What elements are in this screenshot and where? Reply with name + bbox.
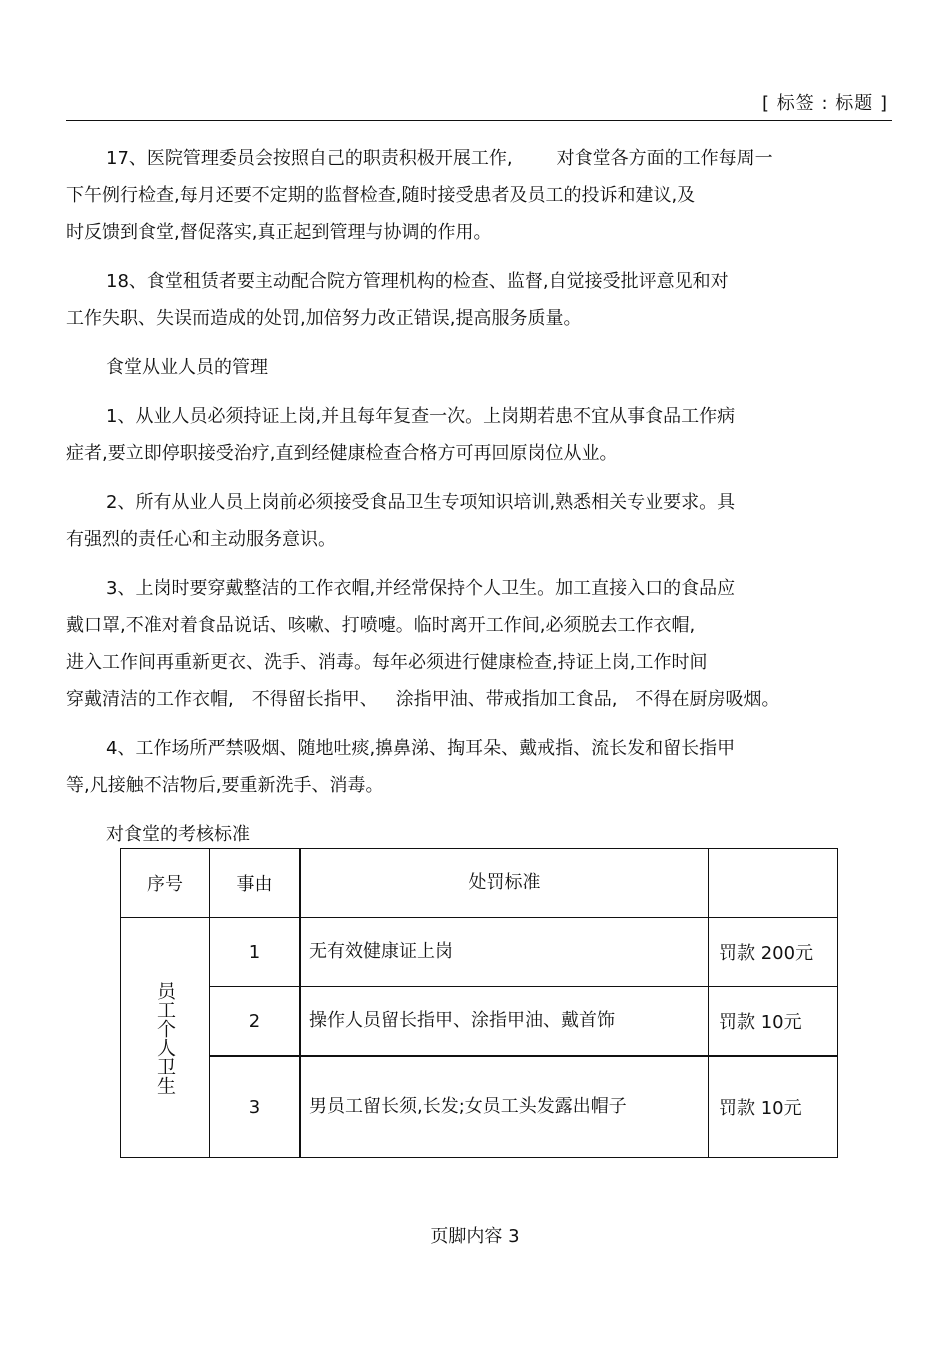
- group-label: 员工个人卫生: [154, 980, 176, 1095]
- paragraph-line: 下午例行检查,每月还要不定期的监督检查,随时接受患者及员工的投诉和建议,及: [66, 185, 696, 206]
- row-penalty: 罚款 10元: [709, 1056, 838, 1158]
- row-penalty: 罚款 200元: [709, 918, 838, 987]
- document-body: [66, 140, 896, 865]
- staff-rule-2: [66, 484, 896, 558]
- page-footer: 页脚内容 3: [430, 1226, 520, 1247]
- header-cell-empty: [709, 849, 838, 918]
- group-cell: [121, 918, 210, 1158]
- row-description: 无有效健康证上岗: [300, 918, 709, 987]
- paragraph-line: 进入工作间再重新更衣、洗手、消毒。每年必须进行健康检查,持证上岗,工作时间: [66, 652, 708, 673]
- paragraph-line: 戴口罩,不准对着食品说话、咳嗽、打喷嚏。临时离开工作间,必须脱去工作衣帽,: [66, 615, 696, 636]
- paragraph-line: 4、工作场所严禁吸烟、随地吐痰,擤鼻涕、掏耳朵、戴戒指、流长发和留长指甲: [106, 738, 736, 759]
- header-cell-reason: 事由: [210, 849, 301, 918]
- row-description: 男员工留长须,长发;女员工头发露出帽子: [300, 1056, 709, 1158]
- paragraph-line: 17、医院管理委员会按照自己的职责积极开展工作, 对食堂各方面的工作每周一: [106, 148, 773, 169]
- table-row: [121, 987, 838, 1057]
- section-heading-staff: 食堂从业人员的管理: [106, 357, 268, 378]
- header-cell-standard: 处罚标准: [300, 849, 709, 918]
- paragraph-line: 1、从业人员必须持证上岗,并且每年复查一次。上岗期若患不宜从事食品工作病: [106, 406, 736, 427]
- paragraph-line: 穿戴清洁的工作衣帽, 不得留长指甲、 涂指甲油、带戒指加工食品, 不得在厨房吸烟。: [66, 689, 780, 710]
- row-description: 操作人员留长指甲、涂指甲油、戴首饰: [300, 987, 709, 1057]
- paragraph-line: 等,凡接触不洁物后,要重新洗手、消毒。: [66, 775, 384, 796]
- section-heading-assessment: 对食堂的考核标准: [106, 824, 250, 845]
- header-divider: [66, 120, 892, 121]
- paragraph-line: 2、所有从业人员上岗前必须接受食品卫生专项知识培训,熟悉相关专业要求。具: [106, 492, 736, 513]
- paragraph-line: 症者,要立即停职接受治疗,直到经健康检查合格方可再回原岗位从业。: [66, 443, 618, 464]
- header-tag: [ 标签 : 标题 ]: [762, 93, 888, 114]
- row-number: 2: [210, 987, 301, 1057]
- paragraph-line: 3、上岗时要穿戴整洁的工作衣帽,并经常保持个人卫生。加工直接入口的食品应: [106, 578, 736, 599]
- row-number: 1: [210, 918, 301, 987]
- paragraph-17: [66, 140, 896, 251]
- staff-rule-4: [66, 730, 896, 804]
- assessment-table: [120, 848, 838, 1158]
- row-number: 3: [210, 1056, 301, 1158]
- paragraph-line: 工作失职、失误而造成的处罚,加倍努力改正错误,提高服务质量。: [66, 308, 582, 329]
- paragraph-18: [66, 263, 896, 337]
- staff-rule-1: [66, 398, 896, 472]
- header-cell-number: 序号: [121, 849, 210, 918]
- staff-rule-3: [66, 570, 896, 718]
- paragraph-line: 时反馈到食堂,督促落实,真正起到管理与协调的作用。: [66, 222, 492, 243]
- paragraph-line: 18、食堂租赁者要主动配合院方管理机构的检查、监督,自觉接受批评意见和对: [106, 271, 729, 292]
- table-header-row: [121, 849, 838, 918]
- table-row: [121, 918, 838, 987]
- paragraph-line: 有强烈的责任心和主动服务意识。: [66, 529, 336, 550]
- row-penalty: 罚款 10元: [709, 987, 838, 1057]
- table-row: [121, 1056, 838, 1158]
